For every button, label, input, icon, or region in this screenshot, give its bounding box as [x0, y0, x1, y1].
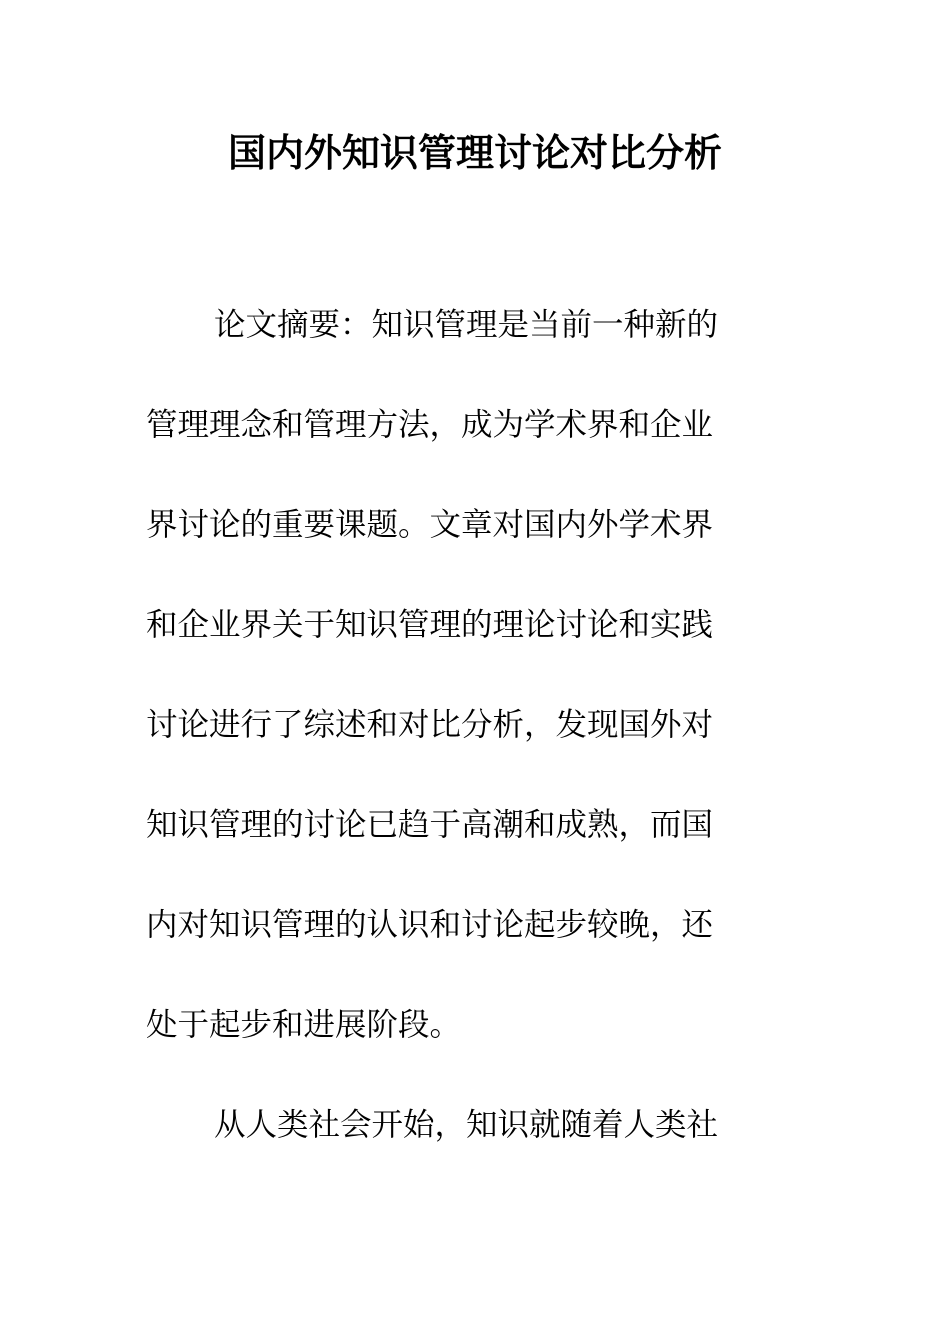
- document-title: 国内外知识管理讨论对比分析: [227, 131, 722, 175]
- abstract-line-8: 处于起步和进展阶段。: [146, 1007, 462, 1043]
- document-body: [146, 300, 782, 1200]
- abstract-line-5: 讨论进行了综述和对比分析，发现国外对: [146, 707, 714, 743]
- abstract-line-2: 管理理念和管理方法，成为学术界和企业: [146, 407, 714, 443]
- abstract-line-4: 和企业界关于知识管理的理论讨论和实践: [146, 607, 714, 643]
- abstract-line-7: 内对知识管理的认识和讨论起步较晚，还: [146, 907, 714, 943]
- paragraph-2-line-1: 从人类社会开始，知识就随着人类社: [214, 1107, 719, 1143]
- abstract-line-6: 知识管理的讨论已趋于高潮和成熟，而国: [146, 807, 714, 843]
- abstract-line-3: 界讨论的重要课题。文章对国内外学术界: [146, 507, 714, 543]
- abstract-line-1: 论文摘要：知识管理是当前一种新的: [214, 307, 719, 343]
